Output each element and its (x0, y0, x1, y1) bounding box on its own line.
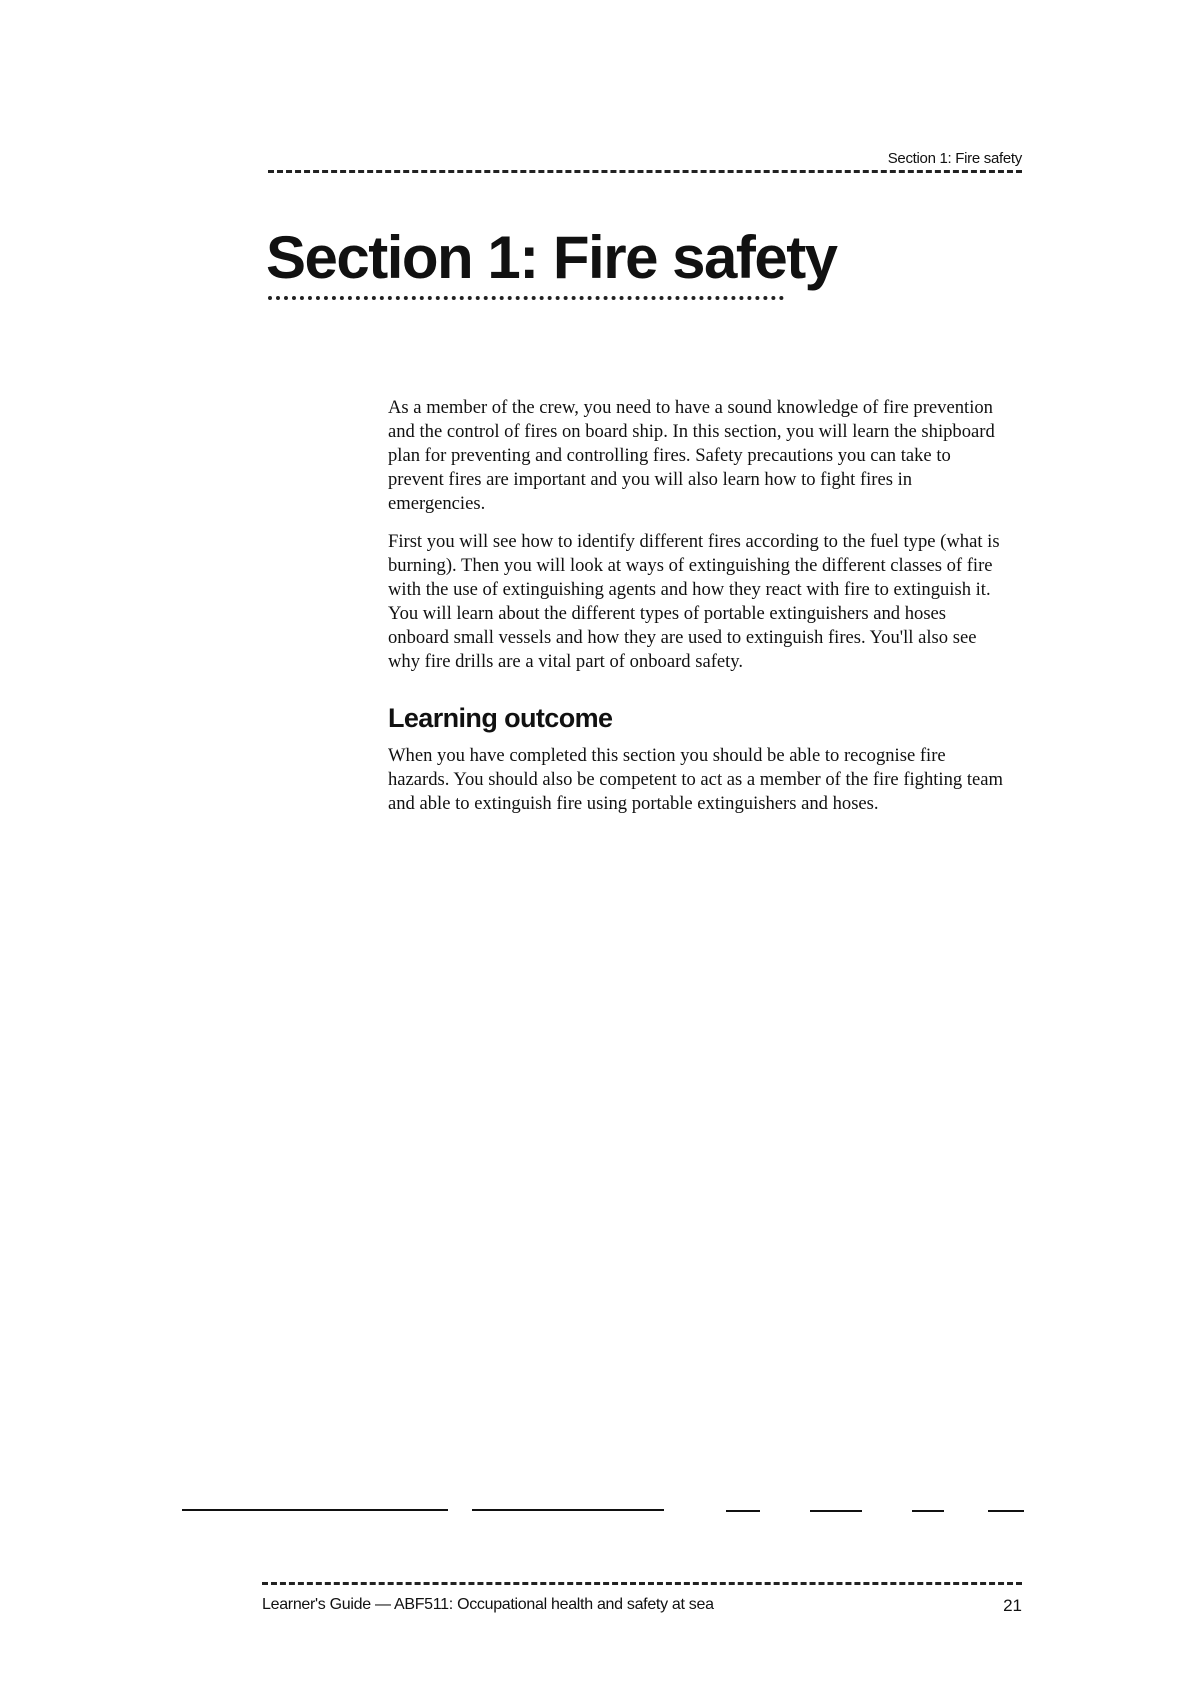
learning-outcome-text: When you have completed this section you should be able to recognise fire hazards. You should also be competent to act as a member of the fire fighting team and able to extinguish fire using portable extinguishers and hoses. (388, 744, 1003, 814)
intro-paragraph: First you will see how to identify different fires according to the fuel type (what is burning). Then you will look at ways of extinguishing the different classes of fire with the use of extinguishing agents and how they react with fire to extinguish it. You will learn about the different types of portable extinguishers and hoses onboard small vessels and how they are used to extinguish fires. You'll also see why fire drills are a vital part of onboard safety. (388, 531, 1000, 672)
running-header: Section 1: Fire safety (887, 150, 1022, 167)
intro-paragraph: As a member of the crew, you need to have a sound knowledge of fire prevention and the control of fires on board ship. In this section, you will learn the shipboard plan for preventing and controlling fires. Safety precautions you can take to prevent fires are important and you will also learn how to fight fires in emergencies. (388, 397, 995, 514)
body-column (388, 396, 1008, 830)
title-underline (268, 296, 784, 300)
section-title: Section 1: Fire safety (266, 224, 837, 291)
footer-rule (262, 1582, 1022, 1585)
learning-outcome-heading: Learning outcome (388, 703, 613, 733)
page-number: 21 (1003, 1596, 1022, 1615)
header-rule (268, 170, 1022, 173)
footer-text: Learner's Guide — ABF511: Occupational health and safety at sea (262, 1596, 714, 1613)
